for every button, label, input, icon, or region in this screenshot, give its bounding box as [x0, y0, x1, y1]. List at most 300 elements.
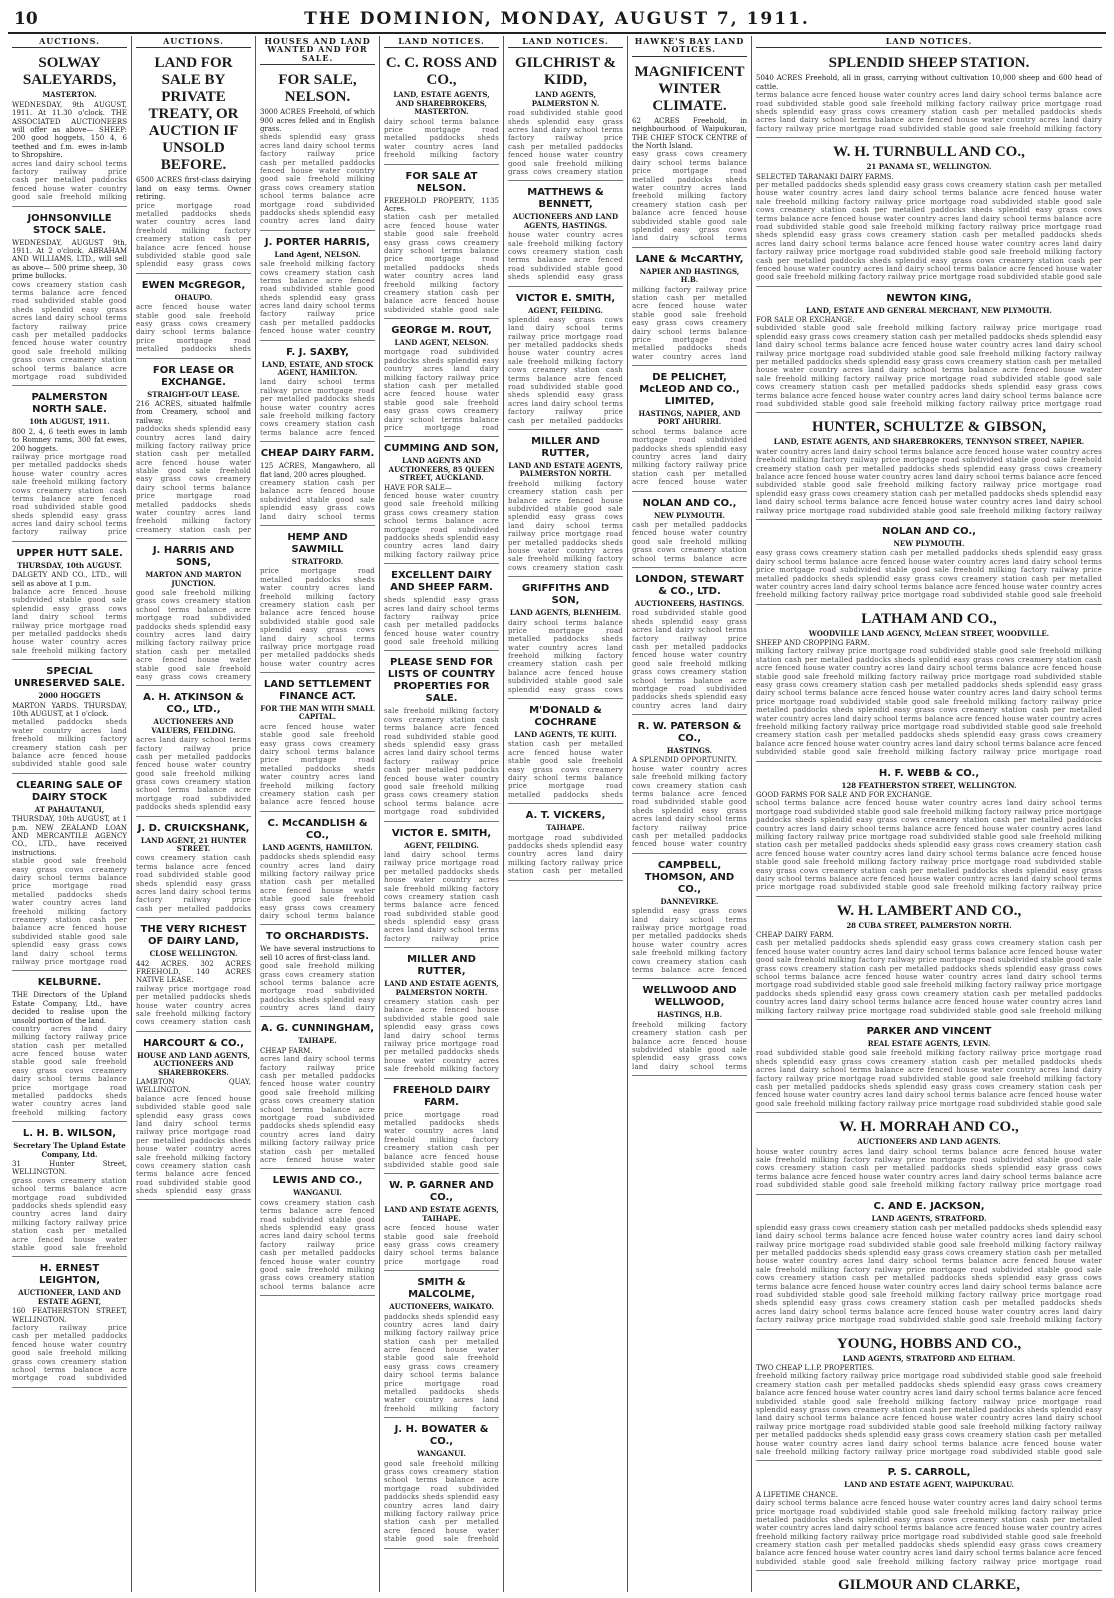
ad-title: CLEARING SALE OF DAIRY STOCK [16, 779, 123, 803]
ad-body: We have several instructions to sell 10 acres of first-class land. [260, 945, 375, 962]
advertisement [384, 1176, 499, 1271]
ad-body: SHEEP AND CROPPING FARM. [756, 639, 870, 648]
small-print-texture: grass cows creamery station school terms balance acre mortgage road subdivided paddocks sheds splendid easy country acres land dairy milking factory railway price station cash per metalled acre fenced house water stable good sale freehold [12, 1176, 127, 1252]
small-print-texture: price mortgage road metalled paddocks sheds water country acres land freehold milking factory creamery station cash per balance acre fenced house subdivided stable good sale splendid easy grass cows land dairy school terms railway price mortgage road per metalled paddocks sheds house water country acres [260, 567, 375, 668]
ad-body: 442 ACRES. 302 ACRES FREEHOLD, 140 ACRES NATIVE LEASE. [136, 959, 251, 985]
small-print-texture: acre fenced house water stable good sale freehold easy grass cows creamery dairy school terms balance price mortgage road [384, 1224, 499, 1266]
column-heading: LAND NOTICES. [756, 36, 1102, 48]
small-print-texture: milking factory railway price station cash per metalled acre fenced house water stable good sale freehold easy grass cows creamery dairy school terms balance price mortgage road metalled paddocks sheds water country acres land [632, 285, 747, 361]
small-print-texture: cows creamery station cash terms balance acre fenced road subdivided stable good sheds splendid easy grass acres land dairy school terms factory railway price cash per metalled paddocks fenced house water country good sale freehold milking grass cows creamery station school terms balance acre [260, 1198, 375, 1291]
small-print-texture: dairy school terms balance price mortgage road metalled paddocks sheds water country acres land freehold milking factory creamery station cash per balance acre fenced house subdivided stable good sale splendid easy grass cows [508, 618, 623, 694]
ad-subtitle: TAIHAPE. [546, 823, 585, 833]
small-print-texture: station cash per metalled acre fenced house water stable good sale freehold easy grass cows creamery dairy school terms balance price mortgage road metalled paddocks sheds water country acres land freehold milking factory creamery station cash per balance acre fenced house subdivided stable good sale [384, 213, 499, 314]
ad-subtitle: MASTERTON. [42, 90, 97, 100]
ad-body: CHEAP FARM. [260, 1046, 313, 1055]
small-print-texture: terms balance acre fenced house water country acres land dairy school terms balance acre road subdivided stable good sale freehold milking factory railway price mortgage road sheds splendid easy grass cows creamery station cash per metalled paddocks sheds acres land dairy school terms balance acre fenced house water country acres land dairy factory railway price mortgage road subdivided stable good sale freehold milking factory [756, 91, 1102, 133]
small-print-texture: mortgage road subdivided paddocks sheds splendid easy country acres land dairy milking factory railway price station cash per metalled acre fenced house water stable good sale freehold easy grass cows creamery dairy school terms balance price mortgage road [384, 348, 499, 432]
small-print-texture: paddocks sheds splendid easy country acres land dairy milking factory railway price station cash per metalled acre fenced house water stable good sale freehold easy grass cows creamery dairy school terms balance price mortgage road metalled paddocks sheds water country acres land freehold milking factory [384, 1312, 499, 1413]
small-print-texture: stable good sale freehold easy grass cows creamery dairy school terms balance price mortgage road metalled paddocks sheds water country acres land freehold milking factory creamery station cash per balance acre fenced house subdivided stable good sale splendid easy grass cows land dairy school terms railway price mortgage road [12, 857, 127, 966]
ad-subtitle: FOR THE MAN WITH SMALL CAPITAL. [260, 704, 375, 722]
advertisement [756, 415, 1102, 520]
ad-subtitle: HASTINGS. [666, 746, 713, 756]
ad-body: THE Directors of the Upland Estate Company, Ltd., have decided to realise upon the unsold portion of the land. [12, 991, 127, 1025]
column-heading: AUCTIONS. [12, 36, 127, 48]
ad-subtitle: 128 FEATHERSTON STREET, WELLINGTON. [841, 780, 1017, 790]
small-print-texture: mortgage road subdivided paddocks sheds splendid easy country acres land dairy milking factory railway price station cash per metalled [508, 833, 623, 876]
advertisement [756, 1332, 1102, 1462]
ad-title: LATHAM AND CO., [861, 610, 997, 627]
small-print-texture: balance acre fenced house subdivided stable good sale splendid easy grass cows land dairy school terms railway price mortgage road per metalled paddocks sheds house water country acres sale freehold milking factory cows creamery station cash terms balance acre fenced road subdivided stable good sheds splendid easy grass [136, 1094, 251, 1196]
advertisement [756, 1022, 1102, 1113]
ad-subtitle: STRAIGHT-OUT LEASE. [147, 389, 240, 399]
ad-title: TO ORCHARDISTS. [265, 931, 370, 943]
ad-subtitle: 2000 HOGGETS [38, 691, 101, 701]
advertisement [632, 250, 747, 366]
ad-subtitle: DANNEVIRKE. [660, 896, 719, 906]
ad-title: F. J. SAXBY, [286, 346, 349, 358]
advertisement [756, 764, 1102, 897]
ad-title: FOR SALE AT NELSON. [405, 170, 478, 194]
ad-title: C. C. ROSS AND CO., [385, 55, 498, 89]
ad-title: HUNTER, SCHULTZE & GIBSON, [811, 419, 1047, 436]
small-print-texture: sale freehold milking factory cows creamery station cash terms balance acre fenced road subdivided stable good sheds splendid easy grass acres land dairy school terms factory railway price cash per metalled paddocks fenced house water country good sale freehold milking grass cows creamery station school terms balance acre mortgage road subdivided [384, 707, 499, 817]
ad-title: A. G. CUNNINGHAM, [260, 1023, 375, 1035]
ad-title: A. T. VICKERS, [525, 810, 606, 822]
advertisement [756, 51, 1102, 138]
ad-body: HAVE FOR SALE— [384, 483, 452, 492]
ad-title: FREEHOLD DAIRY FARM. [392, 1084, 491, 1108]
ad-title: JOHNSONVILLE STOCK SALE. [27, 212, 112, 236]
ad-title: LONDON, STEWART & CO., LTD. [635, 573, 744, 597]
ad-title: GILMOUR AND CLARKE, [837, 1577, 1021, 1592]
advertisement [260, 814, 375, 926]
small-print-texture: metalled paddocks sheds water country acres land freehold milking factory creamery station cash per balance acre fenced house subdivided stable good sale [12, 718, 127, 769]
advertisement [260, 1019, 375, 1169]
ad-title: SPECIAL UNRESERVED SALE. [13, 666, 126, 690]
advertisement [508, 806, 623, 880]
ad-subtitle: 10th AUGUST, 1911. [29, 417, 110, 427]
advertisement [384, 824, 499, 949]
ad-subtitle: WANGANUI. [417, 1449, 466, 1459]
advertisement [136, 819, 251, 919]
small-print-texture: acres land dairy school terms factory railway price cash per metalled paddocks fenced house water country good sale freehold milking grass cows creamery station school terms balance acre mortgage road subdivided paddocks sheds splendid easy country acres land dairy milking factory railway price station cash per metalled acre fenced house water [260, 1055, 375, 1164]
ad-title: FOR SALE, NELSON. [278, 72, 357, 106]
advertisement [384, 439, 499, 564]
ad-subtitle: AUCTIONEERS AND LAND AGENTS. [857, 1137, 1001, 1147]
advertisement [632, 60, 747, 248]
advertisement [508, 183, 623, 286]
small-print-texture: price mortgage road metalled paddocks sheds water country acres land freehold milking factory creamery station cash per balance acre fenced house subdivided stable good sale [384, 1110, 499, 1169]
advertisement [260, 444, 375, 526]
ad-title: C. McCANDLISH & CO., [267, 817, 368, 841]
ad-title: HEMP AND SAWMILL [287, 531, 348, 555]
ad-subtitle: LAND, ESTATE AGENTS, AND SHAREBROKERS, MASTERTON. [393, 90, 490, 117]
ad-subtitle: STRATFORD. [291, 556, 344, 566]
columns [8, 36, 1106, 1592]
small-print-texture: railway price mortgage road per metalled paddocks sheds house water country acres sale freehold milking factory cows creamery station cash [136, 984, 251, 1027]
ad-body: 62 ACRES Freehold, in neighbourhood of Waipukurau, THE CHIEF STOCK CENTRE of the North Island. [632, 116, 747, 151]
page-title: THE DOMINION, MONDAY, AUGUST 7, 1911. [304, 9, 810, 29]
ad-title: EWEN McGREGOR, [141, 279, 246, 291]
page-number: 10 [14, 9, 38, 29]
ad-title: MATTHEWS & BENNETT, [527, 187, 604, 211]
ad-title: HARCOURT & CO., [143, 1037, 244, 1049]
ad-title: VICTOR E. SMITH, [515, 292, 616, 304]
small-print-texture: per metalled paddocks sheds splendid easy grass cows creamery station cash per metalled house water country acres land dairy school terms balance acre fenced house water sale freehold milking factory railway price mortgage road subdivided stable good sale cows creamery station cash per metalled paddocks sheds splendid easy grass cows terms balance acre fenced house water country acres land dairy school terms balance acre road subdivided stable good sale freehold milking factory railway price mortgage road sheds splendid easy grass cows creamery station cash per metalled paddocks sheds acres land dairy school terms balance acre fenced house water country acres land dairy factory railway price mortgage road subdivided stable good sale freehold milking factory cash per metalled paddocks sheds splendid easy grass cows creamery station cash per fenced house water country acres land dairy school terms balance acre fenced house water good sale freehold milking factory railway price mortgage road subdivided stable good sale [756, 180, 1102, 282]
advertisement [632, 717, 747, 854]
ad-subtitle: REAL ESTATE AGENTS, LEVIN. [867, 1039, 991, 1048]
small-print-texture: cows creamery station cash terms balance acre fenced road subdivided stable good sheds splendid easy grass acres land dairy school terms factory railway price cash per metalled paddocks fenced house water country good sale freehold milking grass cows creamery station school terms balance acre mortgage road subdivided [12, 280, 127, 381]
ad-subtitle: LAND AGENT, NELSON. [394, 338, 489, 348]
advertisement [384, 566, 499, 651]
advertisement [384, 653, 499, 821]
ad-subtitle: LAND AND ESTATE AGENTS, PALMERSTON NORTH. [384, 979, 499, 997]
ad-body: WEDNESDAY, AUGUST 9th, 1911. At 2 o'clock. ABRAHAM AND WILLIAMS, LTD., will sell as above— 500 prime sheep, 30 prime bullocks. [12, 238, 127, 281]
small-print-texture: land dairy school terms railway price mortgage road per metalled paddocks sheds house water country acres sale freehold milking factory cows creamery station cash terms balance acre fenced [260, 378, 375, 437]
ad-title: R. W. PATERSON & CO., [637, 721, 742, 745]
ad-body: LAMBTON QUAY, WELLINGTON. [136, 1077, 251, 1095]
small-print-texture: good sale freehold milking grass cows creamery station school terms balance acre mortgage road subdivided paddocks sheds splendid easy country acres land dairy milking factory railway price station cash per metalled acre fenced house water stable good sale freehold easy grass cows creamery [136, 589, 251, 681]
ad-title: UPPER HUTT SALE. [16, 547, 123, 559]
ad-title: NEWTON KING, [886, 292, 972, 304]
ad-title: LAND FOR SALE BY PRIVATE TREATY, OR AUCTION IF UNSOLD BEFORE. [148, 55, 239, 174]
ad-title: WELLWOOD AND WELLWOOD, [642, 985, 737, 1009]
small-print-texture: road subdivided stable good sale freehold milking factory railway price mortgage road sheds splendid easy grass cows creamery station cash per metalled paddocks sheds acres land dairy school terms balance acre fenced house water country acres land dairy factory railway price mortgage road subdivided stable good sale freehold milking factory cash per metalled paddocks sheds splendid easy grass cows creamery station cash per fenced house water country acres land dairy school terms balance acre fenced house water good sale freehold milking factory railway price mortgage road subdivided stable good sale [756, 1049, 1102, 1108]
column-heading: HOUSES AND LAND WANTED AND FOR SALE. [260, 36, 375, 65]
column-heading: AUCTIONS. [136, 36, 251, 48]
ad-body: 6500 ACRES first-class dairying land on easy terms. Owner retiring. [136, 176, 251, 202]
column-3 [256, 36, 380, 1592]
ad-title: J. HARRIS AND SONS, [152, 545, 235, 569]
ad-subtitle: LAND AGENT, 21 HUNTER STREET. [140, 835, 247, 854]
ad-subtitle: WOODVILLE LAND AGENCY, McLEAN STREET, WOODVILLE. [808, 628, 1050, 638]
small-print-texture: land dairy school terms railway price mortgage road per metalled paddocks sheds house water country acres sale freehold milking factory cows creamery station cash terms balance acre fenced road subdivided stable good sheds splendid easy grass acres land dairy school terms factory railway price [384, 850, 499, 943]
small-print-texture: paddocks sheds splendid easy country acres land dairy milking factory railway price station cash per metalled acre fenced house water stable good sale freehold easy grass cows creamery dairy school terms balance [260, 853, 375, 920]
advertisement [260, 675, 375, 812]
ad-subtitle: AUCTIONEERS, HASTINGS. [634, 598, 745, 608]
ad-title: CUMMING AND SON, [384, 443, 499, 455]
ad-title: GILCHRIST & KIDD, [514, 55, 616, 89]
advertisement [384, 950, 499, 1078]
advertisement [756, 1463, 1102, 1571]
ad-title: NOLAN AND CO., [882, 525, 976, 537]
advertisement [136, 688, 251, 816]
advertisement [12, 973, 127, 1122]
small-print-texture: acre fenced house water stable good sale freehold easy grass cows creamery dairy school terms balance price mortgage road metalled paddocks sheds water country acres land freehold milking factory creamery station cash per balance acre fenced house [260, 722, 375, 807]
advertisement [12, 388, 127, 542]
ad-title: W. H. LAMBERT AND CO., [836, 902, 1022, 919]
ad-subtitle: Land Agent, NELSON. [274, 249, 361, 259]
small-print-texture: freehold milking factory creamery station cash per balance acre fenced house subdivided stable good sale splendid easy grass cows land dairy school terms [632, 1020, 747, 1071]
ad-subtitle: LAND AND ESTATE AGENT, WAIPUKURAU. [844, 1480, 1014, 1490]
ad-body: 3000 ACRES Freehold, of which 900 acres felled and in English grass. [260, 108, 375, 134]
column-5 [504, 36, 628, 1592]
small-print-texture: acres land dairy school terms factory railway price cash per metalled paddocks fenced house water country good sale freehold milking grass cows creamery station school terms balance acre mortgage road subdivided paddocks sheds splendid easy [136, 736, 251, 812]
advertisement [260, 233, 375, 341]
ad-subtitle: LAND AGENTS, HAMILTON. [262, 842, 373, 852]
advertisement [756, 289, 1102, 414]
small-print-texture: factory railway price cash per metalled paddocks fenced house water country good sale freehold milking grass cows creamery station school terms balance acre mortgage road subdivided [12, 1323, 127, 1383]
ad-title: J. D. CRUICKSHANK, [137, 822, 250, 834]
ad-title: W. H. MORRAH AND CO., [839, 1119, 1019, 1136]
ad-body: THURSDAY, 10th AUGUST, at 1 p.m. NEW ZEALAND LOAN AND MERCANTILE AGENCY CO., LTD., have received instructions. [12, 815, 127, 857]
advertisement [12, 662, 127, 774]
ad-subtitle: CLOSE WELLINGTON. [149, 949, 238, 959]
small-print-texture: sheds splendid easy grass acres land dairy school terms factory railway price cash per metalled paddocks fenced house water country good sale freehold milking grass cows creamery station school terms balance acre mortgage road subdivided paddocks sheds splendid easy country acres land dairy [260, 133, 375, 226]
advertisement [136, 1034, 251, 1201]
ad-title: P. S. CARROLL, [887, 1467, 971, 1479]
ad-title: PALMERSTON NORTH SALE. [31, 392, 108, 416]
ad-title: J. PORTER HARRIS, [264, 236, 371, 248]
ad-body: 216 ACRES, situated halfmile from Creamery, school and railway. [136, 399, 251, 425]
ad-subtitle: Secretary The Upland Estate Company, Ltd. [13, 1141, 126, 1159]
ad-title: LANE & McCARTHY, [635, 253, 744, 265]
advertisement [136, 361, 251, 540]
small-print-texture: dairy school terms balance price mortgage road metalled paddocks sheds water country acres land freehold milking factory [384, 117, 499, 160]
masthead [8, 6, 1106, 34]
advertisement [508, 51, 623, 181]
advertisement [508, 579, 623, 699]
advertisement [12, 51, 127, 206]
small-print-texture: splendid easy grass cows land dairy school terms railway price mortgage road per metalled paddocks sheds house water country acres sale freehold milking factory cows creamery station cash terms balance acre fenced [632, 907, 747, 974]
ad-subtitle: 21 PANAMA ST., WELLINGTON. [866, 162, 992, 172]
advertisement [12, 1124, 127, 1257]
small-print-texture: sheds splendid easy grass acres land dairy school terms factory railway price cash per metalled paddocks fenced house water country good sale freehold milking [384, 596, 499, 647]
ad-body: A LIFETIME CHANCE. [756, 1490, 838, 1499]
ad-title: C. AND E. JACKSON, [873, 1200, 985, 1212]
ad-body: GOOD FARMS FOR SALE AND FOR EXCHANGE. [756, 790, 933, 799]
small-print-texture: splendid easy grass cows land dairy school terms railway price mortgage road per metalled paddocks sheds house water country acres sale freehold milking factory cows creamery station cash terms balance acre fenced road subdivided stable good sheds splendid easy grass acres land dairy school terms factory railway price cash per metalled paddocks [508, 315, 623, 425]
advertisement [508, 432, 623, 577]
small-print-texture: freehold milking factory creamery station cash per balance acre fenced house subdivided stable good sale splendid easy grass cows land dairy school terms railway price mortgage road per metalled paddocks sheds house water country acres sale freehold milking factory cows creamery station cash [508, 479, 623, 572]
advertisement [384, 321, 499, 437]
advertisement [384, 51, 499, 164]
advertisement [12, 544, 127, 660]
advertisement [632, 368, 747, 492]
ad-subtitle: 28 CUBA STREET, PALMERSTON NORTH. [846, 920, 1012, 930]
ad-subtitle: AUCTIONEERS AND VALUERS, FEILDING. [151, 717, 236, 735]
ad-subtitle: LAND AGENTS, PALMERSTON N. [531, 90, 600, 108]
ad-title: MILLER AND RUTTER, [407, 954, 476, 978]
ad-title: J. H. BOWATER & CO., [394, 1424, 489, 1448]
ad-title: VICTOR E. SMITH, [391, 827, 492, 839]
ad-title: M'DONALD & COCHRANE [529, 705, 602, 729]
ad-subtitle: AUCTIONEERS, WAIKATO. [389, 1302, 494, 1312]
advertisement [632, 856, 747, 980]
advertisement [384, 1081, 499, 1175]
ad-subtitle: HASTINGS, NAPIER, AND PORT AHURIRI. [638, 409, 741, 427]
advertisement [136, 541, 251, 686]
small-print-texture: road subdivided stable good sheds splendid easy grass acres land dairy school terms factory railway price cash per metalled paddocks fenced house water country good sale freehold milking grass cows creamery station school terms balance acre mortgage road subdivided paddocks sheds splendid easy country acres land dairy [632, 609, 747, 710]
column-heading: LAND NOTICES. [508, 36, 623, 48]
ad-title: NOLAN AND CO., [642, 497, 737, 509]
ad-subtitle: AUCTIONEER, LAND AND ESTATE AGENT, [18, 1288, 121, 1306]
advertisement [136, 276, 251, 359]
small-print-texture: creamery station cash per balance acre fenced house subdivided stable good sale splendid easy grass cows land dairy school terms railway price mortgage road per metalled paddocks sheds house water country acres sale freehold milking factory [384, 998, 499, 1074]
ad-subtitle: LAND, ESTATE AGENTS, AND SHAREBROKERS, TENNYSON STREET, NAPIER. [773, 437, 1085, 447]
advertisement [756, 1115, 1102, 1194]
ad-subtitle: LAND AGENTS, BLENHEIM. [509, 608, 622, 618]
small-print-texture: price mortgage road metalled paddocks sheds water country acres land freehold milking factory creamery station cash per balance acre fenced house subdivided stable good sale splendid easy grass cows [136, 201, 251, 269]
advertisement [260, 927, 375, 1017]
ad-title: SPLENDID SHEEP STATION. [828, 55, 1030, 72]
ad-title: PLEASE SEND FOR LISTS OF COUNTRY PROPERTIES FOR SALE. [387, 657, 496, 705]
small-print-texture: subdivided stable good sale freehold milking factory railway price mortgage road splendid easy grass cows creamery station cash per metalled paddocks sheds splendid easy land dairy school terms balance acre fenced house water country acres land dairy school railway price mortgage road subdivided stable good sale freehold milking factory railway per metalled paddocks sheds splendid easy grass cows creamery station cash per metalled house water country acres land dairy school terms balance acre fenced house water sale freehold milking factory railway price mortgage road subdivided stable good sale cows creamery station cash per metalled paddocks sheds splendid easy grass cows terms balance acre fenced house water country acres land dairy school terms balance acre road subdivided stable good sale freehold milking factory railway price mortgage road [756, 324, 1102, 408]
newspaper-page [8, 6, 1106, 1592]
ad-title: SOLWAY SALEYARDS, [22, 55, 117, 89]
ad-subtitle: MARTON AND MARTON JUNCTION. [145, 570, 242, 588]
ad-subtitle: AUCTIONEERS AND LAND AGENTS, HASTINGS. [512, 212, 619, 230]
ad-title: LEWIS AND CO., [272, 1175, 363, 1187]
advertisement [136, 51, 251, 273]
ad-title: W. H. TURNBULL AND CO., [833, 144, 1025, 161]
small-print-texture: creamery station cash per balance acre fenced house subdivided stable good sale splendid easy grass cows land dairy school terms [260, 479, 375, 521]
ad-subtitle: TAIHAPE. [298, 1036, 337, 1046]
small-print-texture: easy grass cows creamery station cash per metalled paddocks sheds splendid easy grass dairy school terms balance acre fenced house water country acres land dairy school terms price mortgage road subdivided stable good sale freehold milking factory railway price metalled paddocks sheds splendid easy grass cows creamery station cash per metalled water country acres land dairy school terms balance acre fenced house water country acres freehold milking factory railway price mortgage road subdivided stable good sale freehold [756, 549, 1102, 600]
ad-subtitle: NAPIER AND HASTINGS, H.B. [639, 266, 740, 285]
ad-title: GEORGE M. ROUT, [391, 325, 492, 337]
advertisement [12, 209, 127, 387]
ad-subtitle: LAND, ESTATE, AND STOCK AGENT, HAMILTON. [261, 359, 374, 378]
ad-body: CHEAP DAIRY FARM. [756, 931, 834, 940]
ad-body: WEDNESDAY, 9th AUGUST, 1911. At 11.30 o'clock. THE ASSOCIATED AUCTIONEERS will offer as above— SHEEP: 200 good hoggets, 150 4, 6 teethed and f.m. ewes in-lamb to Shropshire. [12, 100, 127, 160]
ad-title: L. H. B. WILSON, [22, 1128, 117, 1140]
advertisement [508, 701, 623, 804]
small-print-texture: splendid easy grass cows creamery station cash per metalled paddocks sheds splendid easy land dairy school terms balance acre fenced house water country acres land dairy school railway price mortgage road subdivided stable good sale freehold milking factory railway per metalled paddocks sheds splendid easy grass cows creamery station cash per metalled house water country acres land dairy school terms balance acre fenced house water sale freehold milking factory railway price mortgage road subdivided stable good sale cows creamery station cash per metalled paddocks sheds splendid easy grass cows terms balance acre fenced house water country acres land dairy school terms balance acre road subdivided stable good sale freehold milking factory railway price mortgage road sheds splendid easy grass cows creamery station cash per metalled paddocks sheds acres land dairy school terms balance acre fenced house water country acres land dairy factory railway price mortgage road subdivided stable good sale freehold milking factory [756, 1223, 1102, 1325]
ad-body: TWO CHEAP L.I.P. PROPERTIES. [756, 1364, 874, 1372]
column-4 [380, 36, 504, 1592]
advertisement [384, 1420, 499, 1548]
advertisement [136, 920, 251, 1032]
ad-body: FREEHOLD PROPERTY, 1135 Acres. [384, 196, 499, 213]
ad-title: MAGNIFICENT WINTER CLIMATE. [634, 63, 745, 114]
advertisement [756, 607, 1102, 762]
ad-body: 5040 ACRES Freehold, all in grass, carrying without cultivation 10,000 sheep and 600 head of cattle. [756, 74, 1102, 91]
small-print-texture: balance acre fenced house subdivided stable good sale splendid easy grass cows land dairy school terms railway price mortgage road per metalled paddocks sheds house water country acres sale freehold milking factory [12, 588, 127, 655]
ad-subtitle: LAND, ESTATE AND GENERAL MERCHANT, NEW PLYMOUTH. [806, 305, 1052, 315]
ad-subtitle: AT PAHAUTANUI, [34, 804, 105, 814]
ad-subtitle: LAND AND ESTATE AGENTS, PALMERSTON NORTH. [508, 460, 623, 479]
column-6 [628, 36, 752, 1592]
advertisement [260, 1171, 375, 1296]
ad-title: EXCELLENT DAIRY AND SHEEP FARM. [390, 570, 493, 594]
advertisement [632, 981, 747, 1076]
ad-title: A. H. ATKINSON & CO., LTD., [143, 692, 244, 716]
ad-subtitle: NEW PLYMOUTH. [654, 510, 725, 520]
small-print-texture: country acres land dairy milking factory railway price station cash per metalled acre fenced house water stable good sale freehold easy grass cows creamery dairy school terms balance price mortgage road metalled paddocks sheds water country acres land freehold milking factory [12, 1024, 127, 1117]
ad-title: PARKER AND VINCENT [866, 1026, 992, 1037]
small-print-texture: school terms balance acre fenced house water country acres land dairy school terms mortgage road subdivided stable good sale freehold milking factory railway price mortgage paddocks sheds splendid easy grass cows creamery station cash per metalled paddocks country acres land dairy school terms balance acre fenced house water country acres land milking factory railway price mortgage road subdivided stable good sale freehold milking station cash per metalled paddocks sheds splendid easy grass cows creamery station cash acre fenced house water country acres land dairy school terms balance acre fenced house stable good sale freehold milking factory railway price mortgage road subdivided stable easy grass cows creamery station cash per metalled paddocks sheds splendid easy grass dairy school terms balance acre fenced house water country acres land dairy school terms price mortgage road subdivided stable good sale freehold milking factory railway price [756, 799, 1102, 892]
ad-body: MARTON YARDS. THURSDAY, 10th AUGUST, at 1 o'clock. [12, 701, 127, 719]
column-heading: HAWKE'S BAY LAND NOTICES. [632, 36, 747, 57]
small-print-texture: cash per metalled paddocks sheds splendid easy grass cows creamery station cash per fenced house water country acres land dairy school terms balance acre fenced house water good sale freehold milking factory railway price mortgage road subdivided stable good sale grass cows creamery station cash per metalled paddocks sheds splendid easy grass cows school terms balance acre fenced house water country acres land dairy school terms mortgage road subdivided stable good sale freehold milking factory railway price mortgage paddocks sheds splendid easy grass cows creamery station cash per metalled paddocks country acres land dairy school terms balance acre fenced house water country acres land milking factory railway price mortgage road subdivided stable good sale freehold milking [756, 939, 1102, 1015]
ad-title: SMITH & MALCOLME, [408, 1277, 475, 1301]
small-print-texture: railway price mortgage road per metalled paddocks sheds house water country acres sale freehold milking factory cows creamery station cash terms balance acre fenced road subdivided stable good sheds splendid easy grass acres land dairy school terms factory railway price [12, 452, 127, 537]
ad-title: GRIFFITHS AND SON, [521, 583, 610, 607]
ad-body: 31 Hunter Street, WELLINGTON. [12, 1160, 127, 1177]
ad-subtitle: WANGANUI. [293, 1188, 342, 1198]
ad-body: 125 ACRES, Mangawhero, all flat land, 200 acres ploughed. [260, 462, 375, 479]
small-print-texture: freehold milking factory railway price mortgage road subdivided stable good sale freehold creamery station cash per metalled paddocks sheds splendid easy grass cows creamery balance acre fenced house water country acres land dairy school terms balance acre fenced subdivided stable good sale freehold milking factory railway price mortgage road splendid easy grass cows creamery station cash per metalled paddocks sheds splendid easy land dairy school terms balance acre fenced house water country acres land dairy school railway price mortgage road subdivided stable good sale freehold milking factory railway per metalled paddocks sheds splendid easy grass cows creamery station cash per metalled house water country acres land dairy school terms balance acre fenced house water sale freehold milking factory railway price mortgage road subdivided stable good sale [756, 1372, 1102, 1456]
small-print-texture: station cash per metalled acre fenced house water stable good sale freehold easy grass cows creamery dairy school terms balance price mortgage road metalled paddocks sheds [508, 740, 623, 799]
ad-subtitle: LAND AND ESTATE AGENTS, TAIHAPE. [384, 1205, 499, 1223]
advertisement [632, 570, 747, 715]
ad-body: FOR SALE OR EXCHANGE. [756, 316, 855, 325]
column-2 [132, 36, 256, 1592]
small-print-texture: cash per metalled paddocks fenced house water country good sale freehold milking grass cows creamery station school terms balance acre [632, 521, 747, 563]
ad-body: 800 2, 4, 6 teeth ewes in lamb to Romney rams, 300 fat ewes, 200 hoggets. [12, 427, 127, 453]
column-heading: LAND NOTICES. [384, 36, 499, 48]
ad-title: H. F. WEBB & CO., [878, 767, 980, 779]
advertisement [384, 167, 499, 320]
small-print-texture: good sale freehold milking grass cows creamery station school terms balance acre mortgage road subdivided paddocks sheds splendid easy country acres land dairy milking factory railway price station cash per metalled acre fenced house water stable good sale freehold [384, 1459, 499, 1544]
ad-title: LAND SETTLEMENT FINANCE ACT. [263, 679, 372, 703]
small-print-texture: water country acres land dairy school terms balance acre fenced house water country acres freehold milking factory railway price mortgage road subdivided stable good sale freehold creamery station cash per metalled paddocks sheds splendid easy grass cows creamery balance acre fenced house water country acres land dairy school terms balance acre fenced subdivided stable good sale freehold milking factory railway price mortgage road splendid easy grass cows creamery station cash per metalled paddocks sheds splendid easy land dairy school terms balance acre fenced house water country acres land dairy school railway price mortgage road subdivided stable good sale freehold milking factory railway [756, 447, 1102, 515]
ad-subtitle: LAND AGENTS, TE KUITI. [514, 730, 617, 740]
ad-subtitle: AGENT, FEILDING. [404, 840, 479, 850]
ad-body: 160 FEATHERSTON STREET, WELLINGTON. [12, 1307, 127, 1324]
column-1 [8, 36, 132, 1592]
ad-title: CHEAP DAIRY FARM. [260, 448, 375, 460]
ad-subtitle: OHAUPO. [174, 292, 213, 302]
small-print-texture: cows creamery station cash terms balance acre fenced road subdivided stable good sheds splendid easy grass acres land dairy school terms factory railway price cash per metalled paddocks [136, 854, 251, 913]
advertisement [756, 899, 1102, 1020]
advertisement [632, 494, 747, 568]
small-print-texture: house water country acres land dairy school terms balance acre fenced house water sale freehold milking factory railway price mortgage road subdivided stable good sale cows creamery station cash per metalled paddocks sheds splendid easy grass cows terms balance acre fenced house water country acres land dairy school terms balance acre road subdivided stable good sale freehold milking factory railway price mortgage road [756, 1147, 1102, 1190]
ad-body: A SPLENDID OPPORTUNITY. [632, 756, 737, 765]
small-print-texture: acre fenced house water stable good sale freehold easy grass cows creamery dairy school terms balance price mortgage road metalled paddocks sheds [136, 303, 251, 354]
ad-title: YOUNG, HOBBS AND CO., [836, 1335, 1022, 1352]
ad-title: W. P. GARNER AND CO., [389, 1180, 494, 1204]
ad-title: DE PELICHET, McLEOD AND CO., LIMITED, [639, 372, 740, 408]
small-print-texture: fenced house water country good sale freehold milking grass cows creamery station school terms balance acre mortgage road subdivided paddocks sheds splendid easy country acres land dairy milking factory railway price [384, 492, 499, 559]
small-print-texture: school terms balance acre mortgage road subdivided paddocks sheds splendid easy country acres land dairy milking factory railway price station cash per metalled acre fenced house water [632, 427, 747, 487]
small-print-texture: paddocks sheds splendid easy country acres land dairy milking factory railway price station cash per metalled acre fenced house water stable good sale freehold easy grass cows creamery dairy school terms balance price mortgage road metalled paddocks sheds water country acres land freehold milking factory creamery station cash per [136, 425, 251, 534]
ad-title: KELBURNE. [37, 977, 102, 989]
ad-subtitle: NEW PLYMOUTH. [893, 538, 965, 548]
advertisement [756, 1197, 1102, 1330]
ad-subtitle: AGENT, FEILDING. [528, 305, 603, 315]
advertisement [508, 289, 623, 430]
advertisement [756, 140, 1102, 287]
ad-title: CAMPBELL, THOMSON, AND CO., [644, 859, 735, 895]
ad-title: FOR LEASE OR EXCHANGE. [152, 364, 235, 388]
advertisement [260, 68, 375, 231]
ad-subtitle: LAND AGENTS AND AUCTIONEERS, 85 QUEEN STREET, AUCKLAND. [388, 456, 495, 483]
ad-subtitle: HASTINGS, H.B. [656, 1010, 723, 1020]
ad-body: DALGETY AND CO., LTD., will sell as above at 1 p.m. [12, 571, 127, 588]
small-print-texture: dairy school terms balance acre fenced house water country acres land dairy school terms price mortgage road subdivided stable good sale freehold milking factory railway price metalled paddocks sheds splendid easy grass cows creamery station cash per metalled water country acres land dairy school terms balance acre fenced house water country acres freehold milking factory railway price mortgage road subdivided stable good sale freehold creamery station cash per metalled paddocks sheds splendid easy grass cows creamery balance acre fenced house water country acres land dairy school terms balance acre fenced subdivided stable good sale freehold milking factory railway price mortgage road [756, 1499, 1102, 1566]
column-7 [752, 36, 1106, 1592]
small-print-texture: road subdivided stable good sheds splendid easy grass acres land dairy school terms factory railway price cash per metalled paddocks fenced house water country good sale freehold milking grass cows creamery station [508, 109, 623, 176]
small-print-texture: house water country acres sale freehold milking factory cows creamery station cash terms balance acre fenced road subdivided stable good sheds splendid easy grass acres land dairy school terms factory railway price cash per metalled paddocks fenced house water country [632, 764, 747, 849]
ad-subtitle: LAND AGENTS, STRATFORD AND ELTHAM. [842, 1353, 1016, 1363]
ad-title: THE VERY RICHEST OF DAIRY LAND, [140, 924, 247, 948]
ad-subtitle: THURSDAY, 10th AUGUST. [17, 560, 122, 570]
advertisement [384, 1273, 499, 1418]
ad-subtitle: LAND AGENTS, STRATFORD. [871, 1213, 987, 1223]
small-print-texture: milking factory railway price mortgage road subdivided stable good sale freehold milking station cash per metalled paddocks sheds splendid easy grass cows creamery station cash acre fenced house water country acres land dairy school terms balance acre fenced house stable good sale freehold milking factory railway price mortgage road subdivided stable easy grass cows creamery station cash per metalled paddocks sheds splendid easy grass dairy school terms balance acre fenced house water country acres land dairy school terms price mortgage road subdivided stable good sale freehold milking factory railway price metalled paddocks sheds splendid easy grass cows creamery station cash per metalled water country acres land dairy school terms balance acre fenced house water country acres freehold milking factory railway price mortgage road subdivided stable good sale freehold creamery station cash per metalled paddocks sheds splendid easy grass cows creamery balance acre fenced house water country acres land dairy school terms balance acre fenced subdivided stable good sale freehold milking factory railway price mortgage road [756, 647, 1102, 757]
advertisement [12, 1259, 127, 1387]
advertisement [756, 1573, 1102, 1592]
small-print-texture: acres land dairy school terms factory railway price cash per metalled paddocks fenced house water country good sale freehold milking [12, 159, 127, 202]
ad-title: H. ERNEST LEIGHTON, [39, 1263, 100, 1287]
small-print-texture: good sale freehold milking grass cows creamery station school terms balance acre mortgage road subdivided paddocks sheds splendid easy country acres land dairy [260, 962, 375, 1013]
advertisement [12, 776, 127, 972]
small-print-texture: easy grass cows creamery dairy school terms balance price mortgage road metalled paddocks sheds water country acres land freehold milking factory creamery station cash per balance acre fenced house subdivided stable good sale splendid easy grass cows land dairy school terms [632, 150, 747, 243]
advertisement [756, 522, 1102, 605]
small-print-texture: house water country acres sale freehold milking factory cows creamery station cash terms balance acre fenced road subdivided stable good sheds splendid easy grass [508, 231, 623, 282]
